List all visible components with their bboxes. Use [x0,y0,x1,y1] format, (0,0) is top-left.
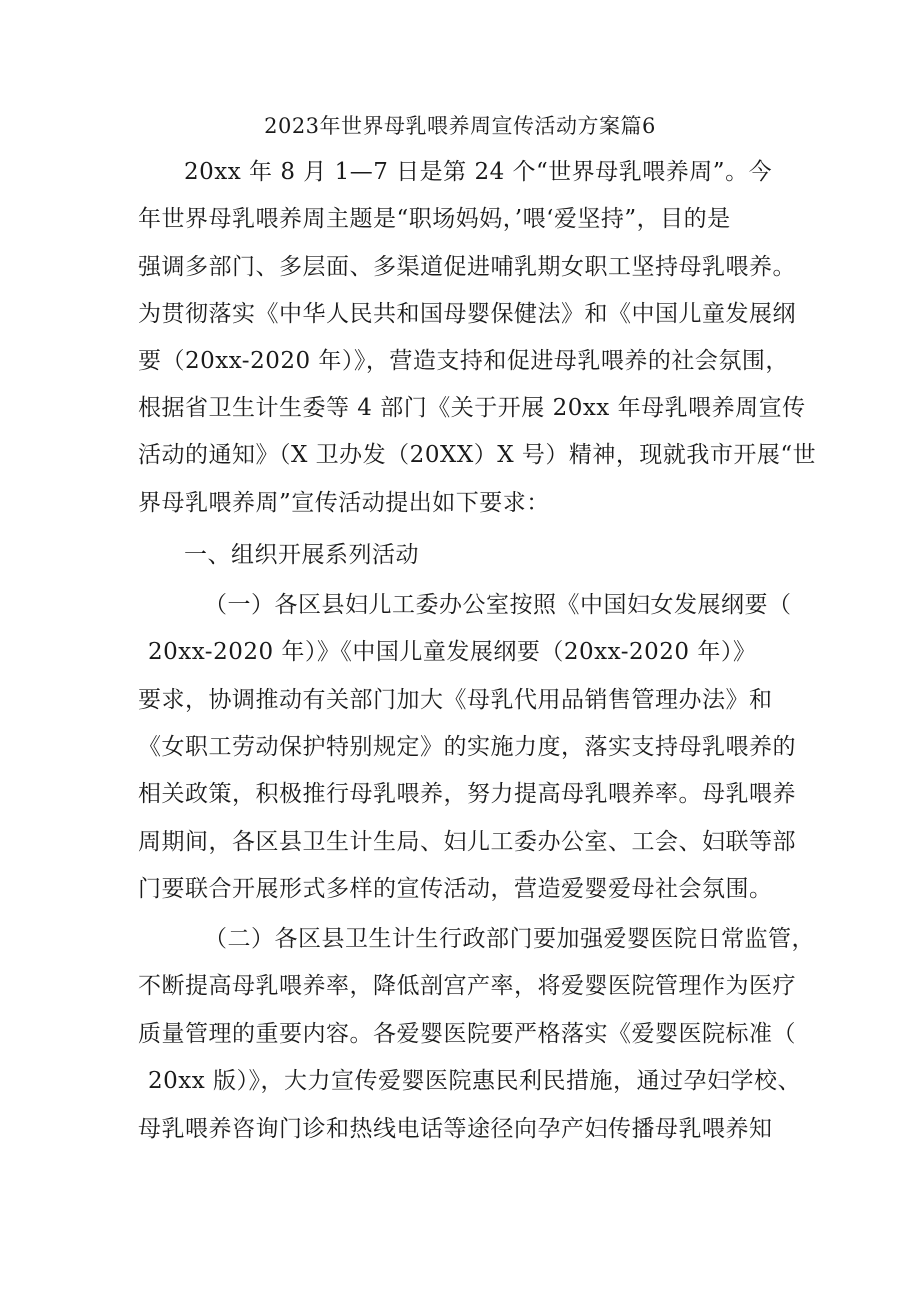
paragraph-line: 质量管理的重要内容。各爱婴医院要严格落实《爱婴医院标准（ [138,1021,796,1047]
paragraph-line: 要（20xx-2020 年）》，营造支持和促进母乳喂养的社会氛围， [138,348,789,374]
paragraph-line: 《女职工劳动保护特别规定》的实施力度，落实支持母乳喂养的 [138,734,796,760]
paragraph-line: 根据省卫生计生委等 4 部门《关于开展 20xx 年母乳喂养周宣传 [138,395,806,421]
paragraph-line: 界母乳喂养周”宣传活动提出如下要求： [138,490,550,516]
paragraph-line: （二）各区县卫生计生行政部门要加强爱婴医院日常监管， [204,926,815,952]
paragraph-line: 20xx 版）》，大力宣传爱婴医院惠民利民措施，通过孕妇学校、 [148,1068,802,1094]
paragraph-line: 20xx 年 8 月 1—7 日是第 24 个“世界母乳喂养周”。今 [184,159,773,185]
paragraph-line: 相关政策，积极推行母乳喂养，努力提高母乳喂养率。母乳喂养 [138,781,796,807]
paragraph-line: 不断提高母乳喂养率，降低剖宫产率，将爱婴医院管理作为医疗 [138,973,796,999]
paragraph-line: 20xx-2020 年）》《中国儿童发展纲要（20xx-2020 年）》 [148,639,757,665]
paragraph-line: 年世界母乳喂养周主题是“职场妈妈，’喂‘爱坚持”，目的是 [138,206,731,232]
paragraph-line: 活动的通知》（X 卫办发（20XX）X 号）精神，现就我市开展“世 [138,442,817,468]
paragraph-line: 为贯彻落实《中华人民共和国母婴保健法》和《中国儿童发展纲 [138,301,796,327]
section-heading: 一、组织开展系列活动 [184,542,419,568]
paragraph-line: 母乳喂养咨询门诊和热线电话等途径向孕产妇传播母乳喂养知 [138,1116,773,1142]
paragraph-line: 门要联合开展形式多样的宣传活动，营造爱婴爱母社会氛围。 [138,876,773,902]
document-title: 2023年世界母乳喂养周宣传活动方案篇6 [264,114,656,138]
paragraph-line: 强调多部门、多层面、多渠道促进哺乳期女职工坚持母乳喂养。 [138,254,796,280]
paragraph-line: （一）各区县妇儿工委办公室按照《中国妇女发展纲要（ [204,592,792,618]
paragraph-line: 周期间，各区县卫生计生局、妇儿工委办公室、工会、妇联等部 [138,829,796,855]
paragraph-line: 要求，协调推动有关部门加大《母乳代用品销售管理办法》和 [138,687,773,713]
